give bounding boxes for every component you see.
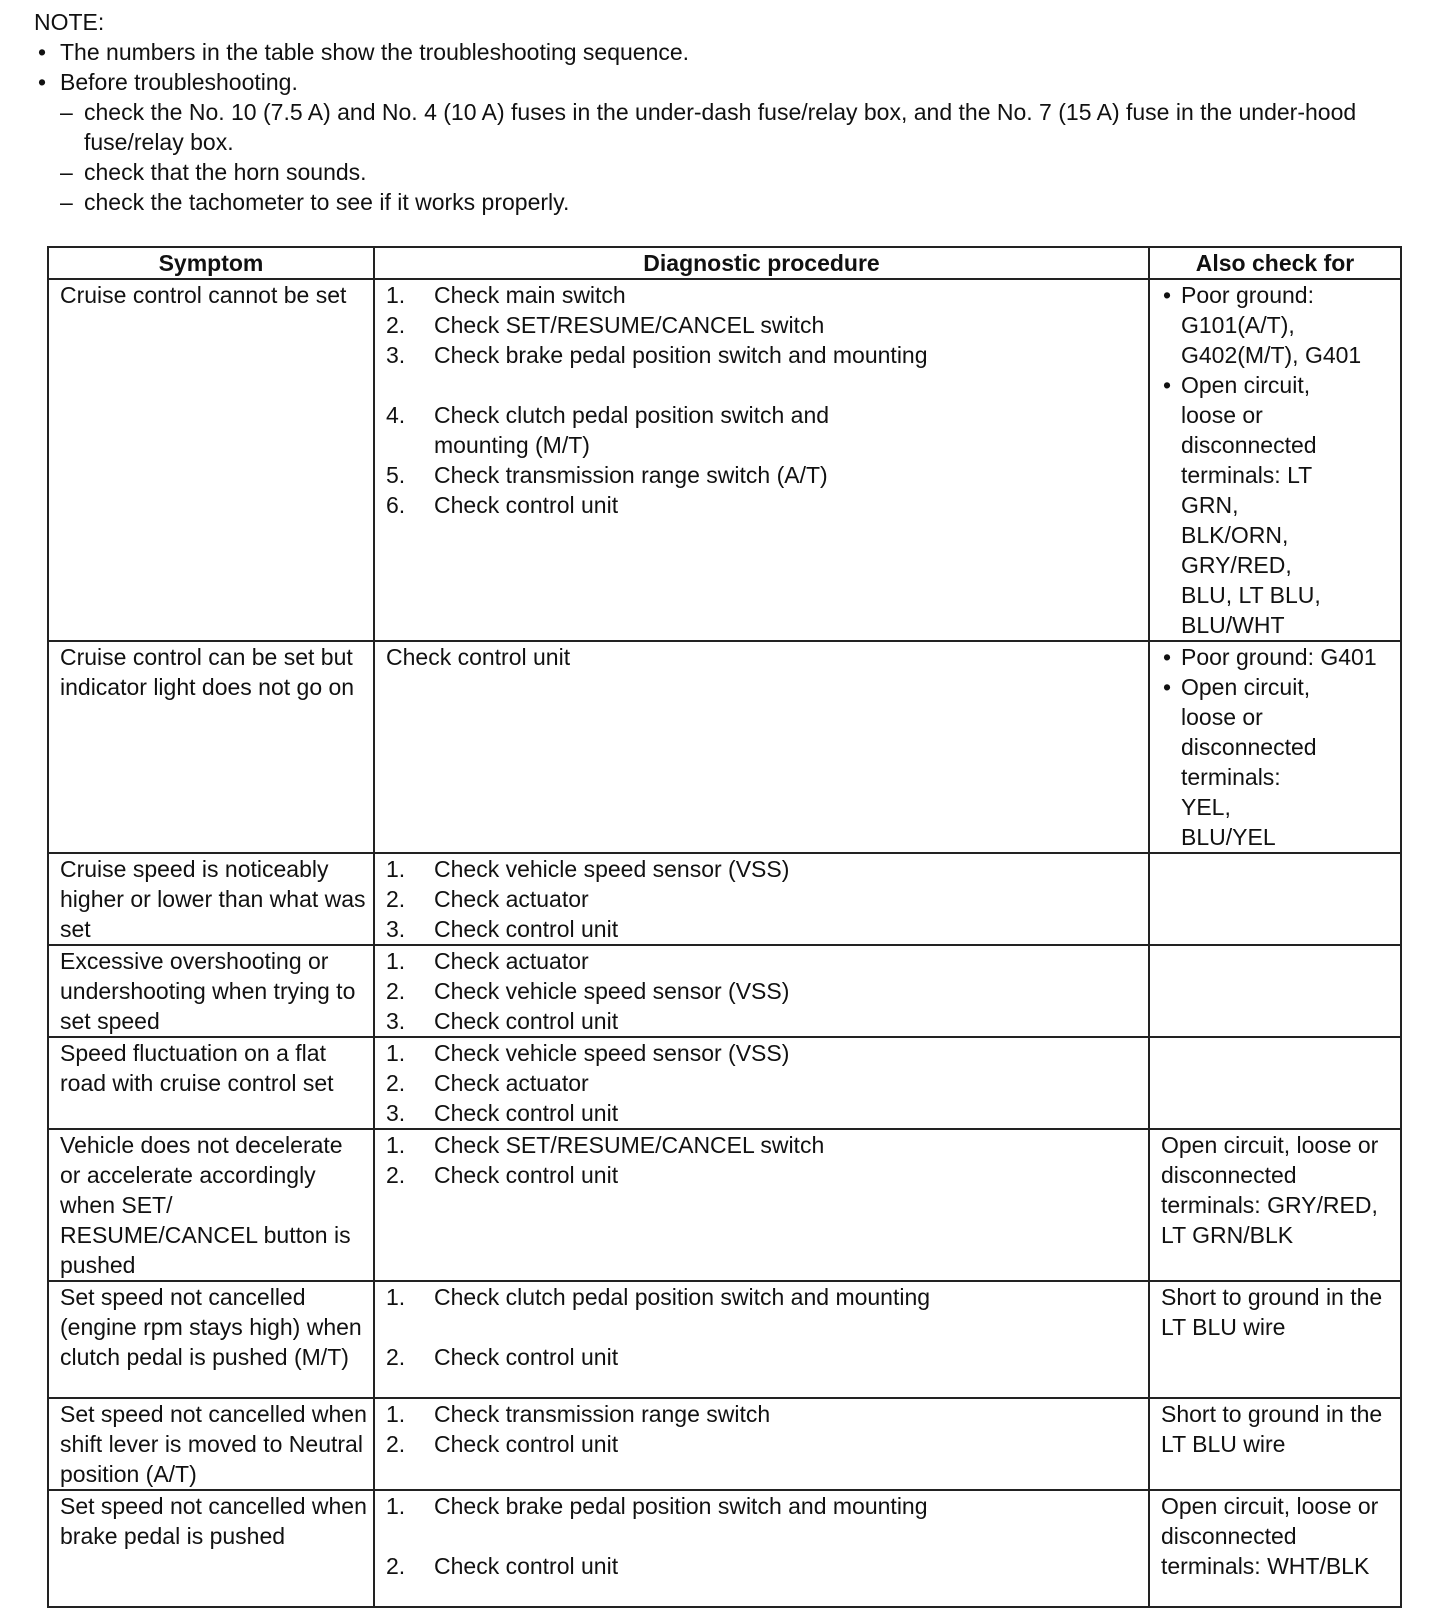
symptom-cell: Speed fluctuation on a flat road with cruise control set bbox=[48, 1037, 374, 1129]
procedure-cell: 1. Check clutch pedal position switch and mounting 2. Check control unit bbox=[374, 1281, 1149, 1398]
note-bullet: • Before troubleshooting. bbox=[38, 69, 298, 95]
note-check: – check the tachometer to see if it works properly. bbox=[60, 189, 570, 215]
note-title: NOTE: bbox=[34, 9, 105, 35]
also-check-cell: Short to ground in the LT BLU wire bbox=[1149, 1281, 1401, 1398]
symptom-cell: Excessive overshooting or undershooting when trying to set speed bbox=[48, 945, 374, 1037]
header-procedure: Diagnostic procedure bbox=[374, 247, 1149, 279]
also-check-cell: Open circuit, loose or disconnected terminals: WHT/BLK bbox=[1149, 1490, 1401, 1607]
table-row bbox=[48, 945, 1401, 1037]
symptom-cell: Set speed not cancelled (engine rpm stays high) when clutch pedal is pushed (M/T) bbox=[48, 1281, 374, 1398]
header-also-check: Also check for bbox=[1149, 247, 1401, 279]
also-check-cell: Open circuit, loose or disconnected terminals: GRY/RED, LT GRN/BLK bbox=[1149, 1129, 1401, 1281]
table-row bbox=[48, 641, 1401, 853]
table-row bbox=[48, 1129, 1401, 1281]
procedure-cell: 1. Check main switch 2. Check SET/RESUME/CANCEL switch 3. Check brake pedal position switch and mounting 4. Check clutch pedal position switch and mounting (M/T) 5. Check transmission range switch (A/T) 6. Check control unit bbox=[374, 279, 1149, 641]
symptom-cell: Cruise control cannot be set bbox=[48, 279, 374, 641]
also-check-cell bbox=[1149, 945, 1401, 1037]
table-row bbox=[48, 1490, 1401, 1607]
note-bullet-text: The numbers in the table show the troubleshooting sequence. bbox=[60, 39, 690, 65]
also-check-cell: • Poor ground: G401 • Open circuit, loose or disconnected terminals: YEL, BLU/YEL bbox=[1149, 641, 1401, 853]
note-bullet: • The numbers in the table show the troubleshooting sequence. bbox=[38, 39, 690, 65]
procedure-cell: 1. Check SET/RESUME/CANCEL switch 2. Check control unit bbox=[374, 1129, 1149, 1281]
note-check-text: check that the horn sounds. bbox=[84, 159, 367, 185]
procedure-cell: 1. Check transmission range switch 2. Check control unit bbox=[374, 1398, 1149, 1490]
procedure-cell: 1. Check vehicle speed sensor (VSS) 2. Check actuator 3. Check control unit bbox=[374, 1037, 1149, 1129]
procedure-cell: Check control unit bbox=[374, 641, 1149, 853]
procedure-cell: 1. Check brake pedal position switch and mounting 2. Check control unit bbox=[374, 1490, 1149, 1607]
table-row bbox=[48, 853, 1401, 945]
note-check: – check that the horn sounds. bbox=[60, 159, 367, 185]
note-section bbox=[34, 7, 1434, 217]
table-header-row bbox=[48, 247, 1401, 279]
header-symptom: Symptom bbox=[48, 247, 374, 279]
note-check-text: check the No. 10 (7.5 A) and No. 4 (10 A) fuses in the under-dash fuse/relay box, and the No. 7 (15 A) fuse in the under-hood fuse/relay box. bbox=[84, 99, 1357, 155]
table-row bbox=[48, 1037, 1401, 1129]
symptom-cell: Cruise control can be set but indicator light does not go on bbox=[48, 641, 374, 853]
symptom-cell: Cruise speed is noticeably higher or lower than what was set bbox=[48, 853, 374, 945]
table-row bbox=[48, 1398, 1401, 1490]
note-check-text: check the tachometer to see if it works properly. bbox=[84, 189, 570, 215]
note-check: – check the No. 10 (7.5 A) and No. 4 (10 A) fuses in the under-dash fuse/relay box, and the No. 7 (15 A) fuse in the under-hood fuse/relay box. bbox=[60, 99, 1357, 155]
table-row bbox=[48, 1281, 1401, 1398]
troubleshooting-table bbox=[47, 246, 1402, 1608]
note-bullet-text: Before troubleshooting. bbox=[60, 69, 298, 95]
also-check-cell: • Poor ground: G101(A/T), G402(M/T), G401 • Open circuit, loose or disconnected terminals: LT GRN, BLK/ORN, GRY/RED, BLU, LT BLU, BLU/WHT bbox=[1149, 279, 1401, 641]
also-check-cell: Short to ground in the LT BLU wire bbox=[1149, 1398, 1401, 1490]
symptom-cell: Vehicle does not decelerate or accelerate accordingly when SET/ RESUME/CANCEL button is pushed bbox=[48, 1129, 374, 1281]
table-row bbox=[48, 279, 1401, 641]
symptom-cell: Set speed not cancelled when shift lever is moved to Neutral position (A/T) bbox=[48, 1398, 374, 1490]
also-check-cell bbox=[1149, 853, 1401, 945]
symptom-cell: Set speed not cancelled when brake pedal is pushed bbox=[48, 1490, 374, 1607]
also-check-cell bbox=[1149, 1037, 1401, 1129]
procedure-cell: 1. Check actuator 2. Check vehicle speed sensor (VSS) 3. Check control unit bbox=[374, 945, 1149, 1037]
procedure-cell: 1. Check vehicle speed sensor (VSS) 2. Check actuator 3. Check control unit bbox=[374, 853, 1149, 945]
